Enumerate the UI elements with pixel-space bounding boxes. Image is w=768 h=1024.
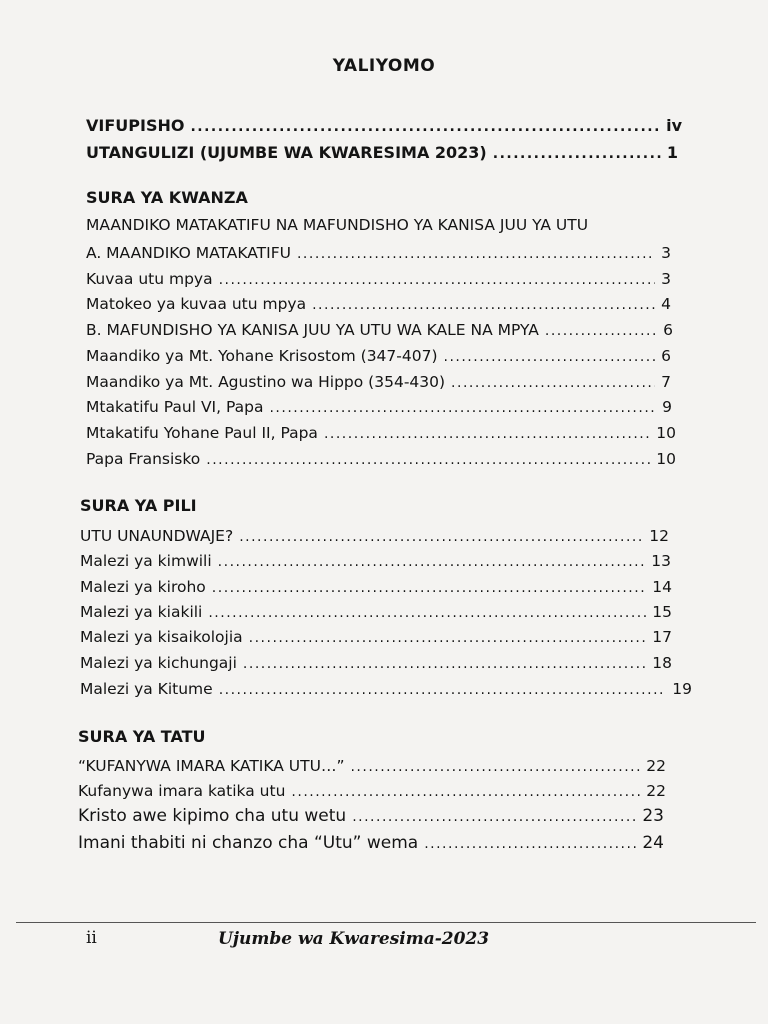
entry-page: 14 (652, 578, 672, 596)
toc-entry (86, 423, 676, 444)
toc-entry (80, 653, 672, 674)
toc-entry (86, 320, 673, 341)
dot-leader (545, 321, 657, 341)
entry-label: Imani thabiti ni chanzo cha “Utu” wema (78, 833, 419, 853)
entry-page: 6 (661, 347, 671, 365)
entry-page: 9 (662, 398, 672, 416)
toc-entry (80, 602, 672, 623)
entry-page: 6 (663, 321, 673, 339)
entry-page: 7 (661, 373, 671, 391)
dot-leader (190, 117, 660, 137)
toc-entry (78, 756, 666, 777)
entry-label: Mtakatifu Paul VI, Papa (86, 398, 264, 416)
dot-leader (297, 244, 655, 264)
entry-page: 10 (656, 424, 676, 442)
entry-label: Malezi ya kichungaji (80, 654, 237, 672)
entry-page: 22 (646, 757, 666, 775)
entry-label: Matokeo ya kuvaa utu mpya (86, 295, 307, 313)
toc-entry (78, 781, 666, 802)
dot-leader (451, 373, 655, 393)
dot-leader (350, 757, 640, 777)
toc-entry (80, 551, 671, 572)
dot-leader (218, 552, 646, 572)
dot-leader (444, 347, 656, 367)
entry-label: UTU UNAUNDWAJE? (80, 527, 234, 545)
dot-leader (312, 295, 655, 315)
entry-label: Malezi ya kiakili (80, 603, 203, 621)
entry-label: Kuvaa utu mpya (86, 270, 213, 288)
dot-leader (352, 807, 636, 827)
entry-label: “KUFANYWA IMARA KATIKA UTU…” (78, 757, 345, 775)
entry-label: Malezi ya Kitume (80, 680, 213, 698)
entry-label: VIFUPISHO (86, 116, 185, 135)
entry-page: 3 (661, 270, 671, 288)
entry-page: 4 (661, 295, 671, 313)
chapter-heading: SURA YA PILI (80, 496, 197, 515)
dot-leader (291, 782, 640, 802)
entry-label: Maandiko ya Mt. Yohane Krisostom (347-407) (86, 347, 438, 365)
entry-page: 23 (642, 806, 664, 826)
entry-page: 22 (646, 782, 666, 800)
toc-entry (86, 372, 671, 393)
entry-page: 15 (652, 603, 672, 621)
entry-page: 24 (642, 833, 664, 853)
page-number: ii (86, 928, 97, 948)
entry-label: Malezi ya kimwili (80, 552, 212, 570)
entry-page: 18 (652, 654, 672, 672)
chapter-heading: SURA YA TATU (78, 727, 206, 746)
footer-divider (16, 922, 756, 923)
entry-label: Maandiko ya Mt. Agustino wa Hippo (354-430) (86, 373, 446, 391)
entry-page: 13 (651, 552, 671, 570)
dot-leader (249, 628, 647, 648)
running-footer-title: Ujumbe wa Kwaresima-2023 (218, 929, 490, 949)
dot-leader (208, 603, 646, 623)
entry-label: Mtakatifu Yohane Paul II, Papa (86, 424, 318, 442)
entry-page: 3 (661, 244, 671, 262)
toc-entry (86, 269, 671, 290)
dot-leader (219, 680, 667, 700)
dot-leader (239, 527, 643, 547)
dot-leader (243, 654, 646, 674)
toc-entry (86, 243, 671, 264)
entry-page: 1 (666, 143, 678, 162)
toc-entry (86, 397, 672, 418)
toc-entry (86, 294, 671, 315)
toc-entry (78, 833, 664, 854)
toc-entry (80, 679, 692, 700)
chapter-subtitle: MAANDIKO MATAKATIFU NA MAFUNDISHO YA KANISA JUU YA UTU (86, 216, 589, 234)
entry-page: 17 (652, 628, 672, 646)
toc-entry (80, 577, 672, 598)
dot-leader (424, 834, 636, 854)
entry-label: Kristo awe kipimo cha utu wetu (78, 806, 347, 826)
toc-entry (80, 627, 672, 648)
entry-page: iv (666, 116, 682, 135)
toc-entry (80, 526, 669, 547)
dot-leader (324, 424, 650, 444)
entry-label: Malezi ya kisaikolojia (80, 628, 243, 646)
chapter-heading: SURA YA KWANZA (86, 188, 248, 207)
entry-label: UTANGULIZI (UJUMBE WA KWARESIMA 2023) (86, 143, 487, 162)
entry-page: 19 (672, 680, 692, 698)
toc-entry (86, 346, 671, 367)
dot-leader (269, 398, 656, 418)
entry-label: Malezi ya kiroho (80, 578, 206, 596)
entry-label: B. MAFUNDISHO YA KANISA JUU YA UTU WA KALE NA MPYA (86, 321, 539, 339)
entry-label: A. MAANDIKO MATAKATIFU (86, 244, 291, 262)
entry-label: Papa Fransisko (86, 450, 201, 468)
entry-page: 12 (649, 527, 669, 545)
toc-entry (86, 116, 682, 137)
page-title: YALIYOMO (332, 56, 436, 76)
dot-leader (212, 578, 646, 598)
dot-leader (493, 144, 661, 164)
toc-entry (78, 806, 664, 827)
toc-entry (86, 449, 676, 470)
entry-page: 10 (656, 450, 676, 468)
dot-leader (206, 450, 650, 470)
dot-leader (219, 270, 656, 290)
entry-label: Kufanywa imara katika utu (78, 782, 286, 800)
toc-entry (86, 143, 678, 164)
